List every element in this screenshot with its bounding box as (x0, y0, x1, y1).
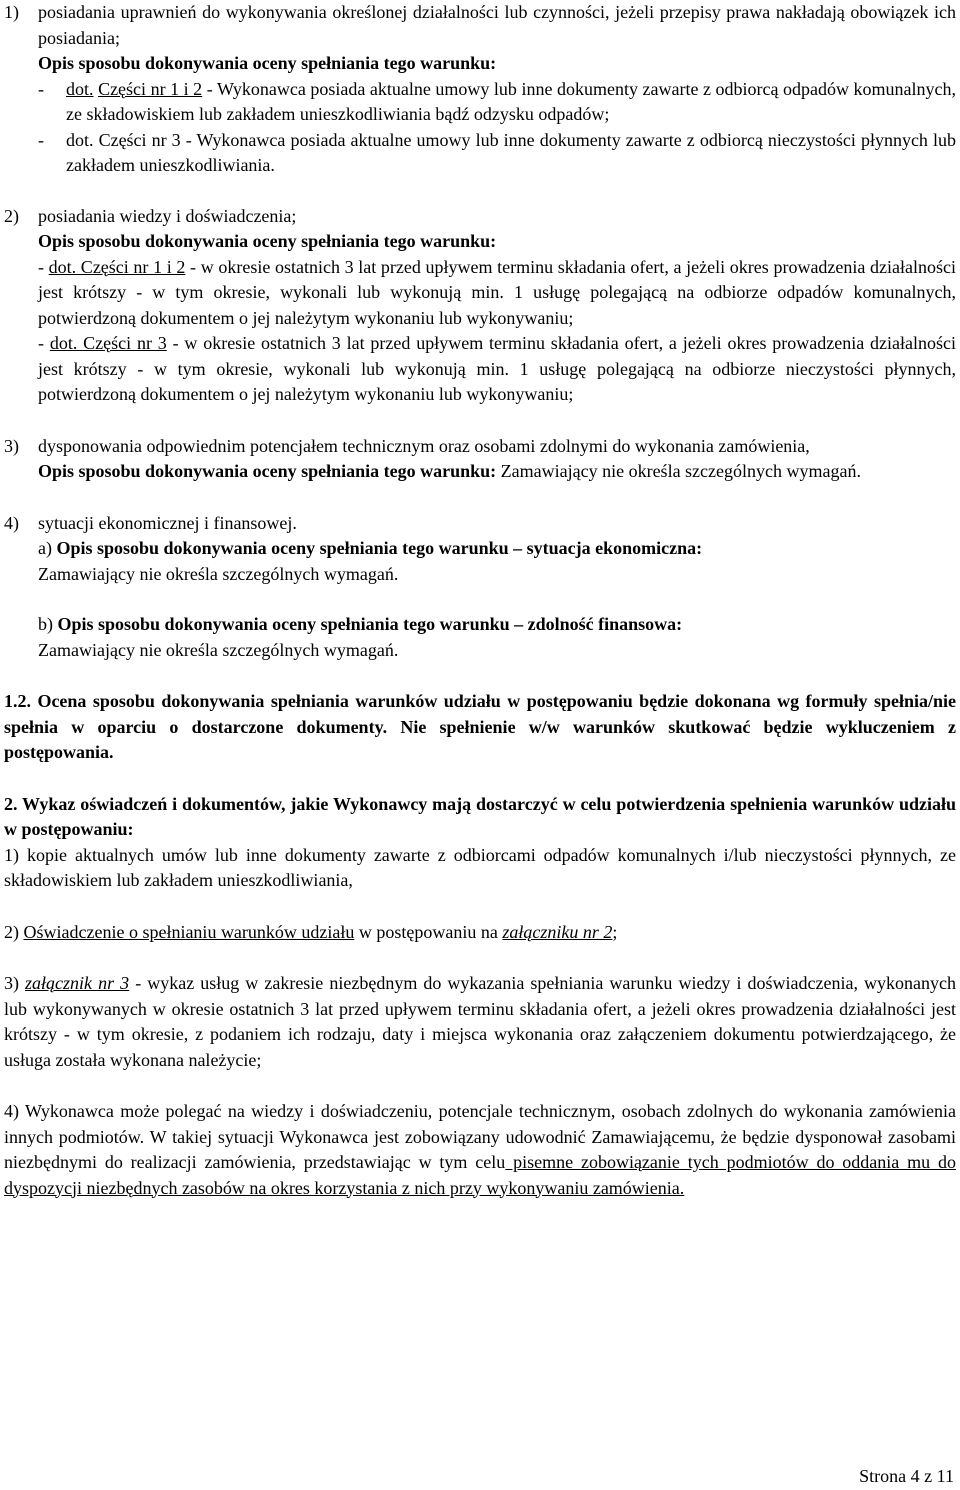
item-2-para-2: - dot. Części nr 3 - w okresie ostatnich 3 lat przed upływem terminu składania ofert, a jeżeli okres prowadzenia działalności jest krótszy - w tym okresie, wykonali lub wykonują min. 1 usługę polegającą na odbiorze nieczystości płynnych, potwierdzoną dokumentem o jej należytym wykonaniu lub wykonywaniu; (38, 333, 957, 404)
item-3-text: dysponowania odpowiednim potencjałem technicznym oraz osobami zdolnymi do wykonania zamówienia, (38, 435, 810, 456)
item-1-opis: Opis sposobu dokonywania oceny spełniania tego warunku: (38, 53, 497, 73)
item-3-opis-line (38, 459, 956, 485)
item-1-bullet-1: - dot. Części nr 1 i 2 - Wykonawca posiada aktualne umowy lub inne dokumenty zawarte z odbiorcą odpadów komunalnych, ze składowiskiem lub zakładem unieszkodliwiania bądź odzysku odpadów; (38, 78, 957, 124)
oswiadczenie-link: Oświadczenie o spełnianiu warunków udziału (23, 921, 355, 942)
section-2-item-2: 2) Oświadczenie o spełnianiu warunków udziału w postępowaniu na załączniku nr 2; (4, 921, 618, 942)
section-2-heading: 2. Wykaz oświadczeń i dokumentów, jakie Wykonawcy mają dostarczyć w celu potwierdzenia spełnienia warunków udziału w postępowaniu: (4, 793, 956, 839)
item-2-para-1-ref: dot. Części nr 1 i 2 (48, 256, 186, 277)
page-number: Strona 4 z 11 (859, 1466, 954, 1486)
section-2-item-4: 4) Wykonawca może polegać na wiedzy i doświadczeniu, potencjale technicznym, osobach zdolnych do wykonania zamówienia innych podmiotów. W takiej sytuacji Wykonawca jest zobowiązany udowodnić Zamawiającemu, że będzie dysponował zasobami niezbędnymi do realizacji zamówienia, przedstawiając w tym celu pisemne zobowiązanie tych podmiotów do oddania mu do dyspozycji niezbędnych zasobów na okres korzystania z nich przy wykonywaniu zamówienia. (4, 1101, 956, 1198)
item-2-opis: Opis sposobu dokonywania oceny spełniania tego warunku: (38, 231, 497, 251)
item-4-a: a) Opis sposobu dokonywania oceny spełniania tego warunku – sytuacja ekonomiczna: (38, 538, 703, 558)
item-4-b-opis: Opis sposobu dokonywania oceny spełniania tego warunku – zdolność finansowa: (57, 614, 683, 634)
item-1-bullet-2-text: - Wykonawca posiada aktualne umowy lub inne dokumenty zawarte z odbiorcą nieczystości płynnych lub zakładem unieszkodliwiania. (66, 129, 957, 175)
item-4-a-opis: Opis sposobu dokonywania oceny spełniania tego warunku – sytuacja ekonomiczna: (56, 538, 703, 558)
item-3-opis: Opis sposobu dokonywania oceny spełniania tego warunku: (38, 461, 497, 481)
section-1-2: 1.2. Ocena sposobu dokonywania spełniania warunków udziału w postępowaniu będzie dokonana wg formuły spełnia/nie spełnia w oparciu o dostarczone dokumenty. Nie spełnienie w/w warunków skutkować będzie wykluczeniem z postępowania. (4, 691, 956, 762)
item-1-bullet-1-dot: dot. (66, 78, 94, 99)
item-4-a-rest: Zamawiający nie określa szczególnych wymagań. (38, 563, 399, 584)
item-1-text: posiadania uprawnień do wykonywania określonej działalności lub czynności, jeżeli przepisy prawa nakładają obowiązek ich posiadania; (38, 2, 956, 48)
section-2-item-3: 3) załącznik nr 3 - wykaz usług w zakresie niezbędnym do wykazania spełniania warunku wiedzy i doświadczenia, wykonanych lub wykonywanych w okresie ostatnich 3 lat przed upływem terminu składania ofert, a jeżeli okres prowadzenia działalności jest krótszy - w tym okresie, z podaniem ich rodzaju, daty i miejsca wykonania oraz załączeniem dokumentu potwierdzającego, że usługa została wykonana należycie; (4, 973, 957, 1070)
item-2-text: posiadania wiedzy i doświadczenia; (38, 205, 297, 226)
item-2-para-1: - dot. Części nr 1 i 2 - w okresie ostatnich 3 lat przed upływem terminu składania ofert, a jeżeli okres prowadzenia działalności jest krótszy - w tym okresie, wykonali lub wykonują min. 1 usługę polegającą na odbiorze odpadów komunalnych, potwierdzoną dokumentem o jej należytym wykonaniu lub wykonywaniu; (38, 256, 957, 328)
item-1-bullet-1-ref: Części nr 1 i 2 (98, 78, 203, 99)
zalacznik-2-ref: załączniku nr 2 (502, 921, 613, 942)
item-4 (4, 511, 956, 664)
document-page (4, 0, 956, 1201)
section-2-item-1: 1) kopie aktualnych umów lub inne dokumenty zawarte z odbiorcami odpadów komunalnych i/lub nieczystości płynnych, ze składowiskiem lub zakładem unieszkodliwiania, (4, 844, 956, 890)
item-2-number: 2) (4, 205, 19, 226)
item-4-number: 4) (4, 512, 19, 533)
item-4-b: b) Opis sposobu dokonywania oceny spełniania tego warunku – zdolność finansowa: (38, 614, 683, 634)
item-3-number: 3) (4, 435, 19, 456)
item-1-bullet-2-prefix: dot. Części nr 3 (66, 129, 181, 150)
item-1-bullet-1-text: - Wykonawca posiada aktualne umowy lub inne dokumenty zawarte z odbiorcą odpadów komunalnych, ze składowiskiem lub zakładem unieszkodliwiania bądź odzysku odpadów; (66, 78, 957, 124)
zalacznik-3-ref: załącznik nr 3 (25, 973, 130, 993)
item-4-b-rest: Zamawiający nie określa szczególnych wymagań. (38, 639, 399, 660)
item-2 (4, 204, 956, 408)
item-1-bullet-2: - dot. Części nr 3 - Wykonawca posiada aktualne umowy lub inne dokumenty zawarte z odbiorcą nieczystości płynnych lub zakładem unieszkodliwiania. (38, 129, 957, 175)
item-1-number: 1) (4, 2, 19, 22)
item-3-opis-rest: Zamawiający nie określa szczególnych wymagań. (500, 461, 861, 481)
item-1 (4, 0, 956, 179)
item-4-text: sytuacji ekonomicznej i finansowej. (38, 512, 297, 533)
zobowiazanie-underlined: pisemne zobowiązanie tych podmiotów do oddania mu do dyspozycji niezbędnych zasobów na okres korzystania z nich przy wykonywaniu zamówienia. (4, 1152, 956, 1198)
item-2-para-2-ref: dot. Części nr 3 (49, 333, 167, 353)
item-3 (4, 434, 956, 485)
